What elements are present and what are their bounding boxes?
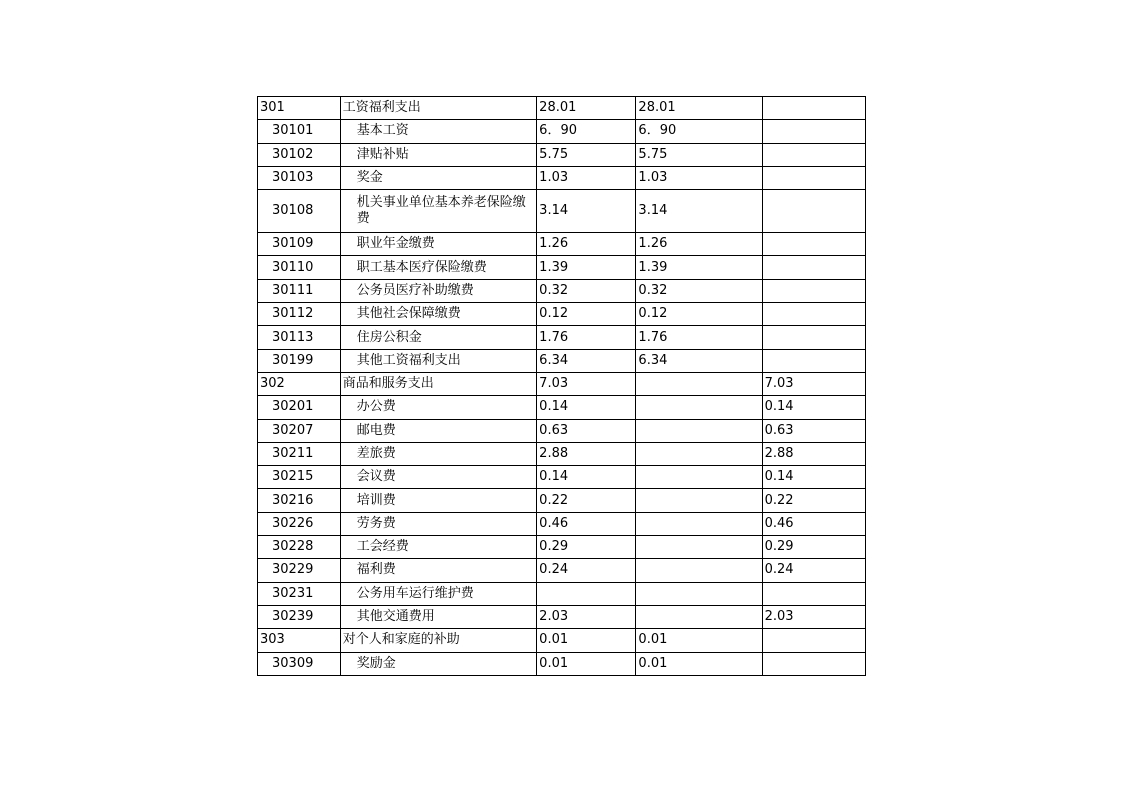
table-row xyxy=(258,326,866,349)
expenditure-table xyxy=(257,96,866,676)
project-expenditure-cell: 0.14 xyxy=(762,396,865,419)
name-cell: 住房公积金 xyxy=(340,326,536,349)
basic-expenditure-cell: 0.32 xyxy=(636,279,762,302)
code-cell: 302 xyxy=(258,372,341,395)
basic-expenditure-cell xyxy=(636,489,762,512)
name-cell: 奖金 xyxy=(340,166,536,189)
table-row xyxy=(258,120,866,143)
total-amount-cell: 1.26 xyxy=(537,233,636,256)
project-expenditure-cell xyxy=(762,97,865,120)
name-cell: 办公费 xyxy=(340,396,536,419)
table-row xyxy=(258,489,866,512)
total-amount-cell: 1.03 xyxy=(537,166,636,189)
name-cell: 机关事业单位基本养老保险缴费 xyxy=(340,190,536,233)
total-amount-cell: 0.14 xyxy=(537,466,636,489)
code-cell: 30113 xyxy=(258,326,341,349)
code-cell: 301 xyxy=(258,97,341,120)
project-expenditure-cell xyxy=(762,256,865,279)
project-expenditure-cell xyxy=(762,279,865,302)
name-cell: 工会经费 xyxy=(340,536,536,559)
name-cell: 公务用车运行维护费 xyxy=(340,582,536,605)
table-row xyxy=(258,536,866,559)
code-cell: 30211 xyxy=(258,442,341,465)
total-amount-cell: 0.32 xyxy=(537,279,636,302)
basic-expenditure-cell xyxy=(636,442,762,465)
name-cell: 津贴补贴 xyxy=(340,143,536,166)
table-row xyxy=(258,605,866,628)
code-cell: 30228 xyxy=(258,536,341,559)
name-cell: 其他工资福利支出 xyxy=(340,349,536,372)
name-cell: 其他交通费用 xyxy=(340,605,536,628)
code-cell: 30102 xyxy=(258,143,341,166)
total-amount-cell: 0.24 xyxy=(537,559,636,582)
project-expenditure-cell xyxy=(762,629,865,652)
table-row xyxy=(258,512,866,535)
basic-expenditure-cell: 6．90 xyxy=(636,120,762,143)
table-row xyxy=(258,166,866,189)
code-cell: 30309 xyxy=(258,652,341,675)
basic-expenditure-cell: 6.34 xyxy=(636,349,762,372)
project-expenditure-cell xyxy=(762,166,865,189)
total-amount-cell: 6．90 xyxy=(537,120,636,143)
table-row xyxy=(258,256,866,279)
total-amount-cell: 0.01 xyxy=(537,629,636,652)
total-amount-cell: 28.01 xyxy=(537,97,636,120)
expenditure-table-body xyxy=(258,97,866,676)
table-row xyxy=(258,143,866,166)
name-cell: 邮电费 xyxy=(340,419,536,442)
basic-expenditure-cell xyxy=(636,582,762,605)
code-cell: 30201 xyxy=(258,396,341,419)
project-expenditure-cell xyxy=(762,303,865,326)
code-cell: 30108 xyxy=(258,190,341,233)
total-amount-cell: 6.34 xyxy=(537,349,636,372)
table-row xyxy=(258,582,866,605)
basic-expenditure-cell: 28.01 xyxy=(636,97,762,120)
project-expenditure-cell: 0.24 xyxy=(762,559,865,582)
table-row xyxy=(258,233,866,256)
basic-expenditure-cell xyxy=(636,372,762,395)
project-expenditure-cell: 7.03 xyxy=(762,372,865,395)
total-amount-cell: 2.88 xyxy=(537,442,636,465)
table-row xyxy=(258,652,866,675)
project-expenditure-cell xyxy=(762,233,865,256)
total-amount-cell: 0.29 xyxy=(537,536,636,559)
code-cell: 30229 xyxy=(258,559,341,582)
table-row xyxy=(258,466,866,489)
code-cell: 30239 xyxy=(258,605,341,628)
code-cell: 30109 xyxy=(258,233,341,256)
code-cell: 30215 xyxy=(258,466,341,489)
project-expenditure-cell: 0.14 xyxy=(762,466,865,489)
code-cell: 30231 xyxy=(258,582,341,605)
basic-expenditure-cell: 1.39 xyxy=(636,256,762,279)
basic-expenditure-cell: 0.01 xyxy=(636,629,762,652)
name-cell: 奖励金 xyxy=(340,652,536,675)
project-expenditure-cell: 2.03 xyxy=(762,605,865,628)
code-cell: 30112 xyxy=(258,303,341,326)
total-amount-cell: 0.22 xyxy=(537,489,636,512)
table-row xyxy=(258,396,866,419)
project-expenditure-cell: 0.46 xyxy=(762,512,865,535)
project-expenditure-cell xyxy=(762,190,865,233)
code-cell: 30216 xyxy=(258,489,341,512)
total-amount-cell: 0.01 xyxy=(537,652,636,675)
basic-expenditure-cell: 3.14 xyxy=(636,190,762,233)
total-amount-cell: 2.03 xyxy=(537,605,636,628)
name-cell: 培训费 xyxy=(340,489,536,512)
project-expenditure-cell xyxy=(762,652,865,675)
basic-expenditure-cell xyxy=(636,512,762,535)
total-amount-cell: 0.46 xyxy=(537,512,636,535)
project-expenditure-cell xyxy=(762,326,865,349)
name-cell: 福利费 xyxy=(340,559,536,582)
total-amount-cell: 0.63 xyxy=(537,419,636,442)
name-cell: 劳务费 xyxy=(340,512,536,535)
basic-expenditure-cell xyxy=(636,466,762,489)
code-cell: 30103 xyxy=(258,166,341,189)
name-cell: 基本工资 xyxy=(340,120,536,143)
project-expenditure-cell: 2.88 xyxy=(762,442,865,465)
basic-expenditure-cell: 5.75 xyxy=(636,143,762,166)
total-amount-cell: 1.76 xyxy=(537,326,636,349)
code-cell: 30199 xyxy=(258,349,341,372)
total-amount-cell: 7.03 xyxy=(537,372,636,395)
total-amount-cell: 3.14 xyxy=(537,190,636,233)
table-row xyxy=(258,442,866,465)
name-cell: 其他社会保障缴费 xyxy=(340,303,536,326)
table-row xyxy=(258,372,866,395)
basic-expenditure-cell: 1.76 xyxy=(636,326,762,349)
basic-expenditure-cell xyxy=(636,605,762,628)
basic-expenditure-cell xyxy=(636,419,762,442)
total-amount-cell: 5.75 xyxy=(537,143,636,166)
name-cell: 差旅费 xyxy=(340,442,536,465)
table-row xyxy=(258,190,866,233)
table-row xyxy=(258,559,866,582)
basic-expenditure-cell xyxy=(636,536,762,559)
basic-expenditure-cell: 0.12 xyxy=(636,303,762,326)
total-amount-cell: 0.12 xyxy=(537,303,636,326)
name-cell: 会议费 xyxy=(340,466,536,489)
name-cell: 职工基本医疗保险缴费 xyxy=(340,256,536,279)
project-expenditure-cell xyxy=(762,143,865,166)
table-row xyxy=(258,629,866,652)
project-expenditure-cell xyxy=(762,582,865,605)
total-amount-cell xyxy=(537,582,636,605)
code-cell: 30101 xyxy=(258,120,341,143)
code-cell: 30207 xyxy=(258,419,341,442)
basic-expenditure-cell: 0.01 xyxy=(636,652,762,675)
basic-expenditure-cell: 1.26 xyxy=(636,233,762,256)
code-cell: 30110 xyxy=(258,256,341,279)
code-cell: 30111 xyxy=(258,279,341,302)
basic-expenditure-cell xyxy=(636,559,762,582)
basic-expenditure-cell: 1.03 xyxy=(636,166,762,189)
table-row xyxy=(258,419,866,442)
table-row xyxy=(258,97,866,120)
project-expenditure-cell: 0.63 xyxy=(762,419,865,442)
table-row xyxy=(258,279,866,302)
name-cell: 商品和服务支出 xyxy=(340,372,536,395)
project-expenditure-cell xyxy=(762,120,865,143)
name-cell: 职业年金缴费 xyxy=(340,233,536,256)
basic-expenditure-cell xyxy=(636,396,762,419)
total-amount-cell: 0.14 xyxy=(537,396,636,419)
name-cell: 工资福利支出 xyxy=(340,97,536,120)
project-expenditure-cell: 0.22 xyxy=(762,489,865,512)
code-cell: 30226 xyxy=(258,512,341,535)
table-row xyxy=(258,303,866,326)
total-amount-cell: 1.39 xyxy=(537,256,636,279)
project-expenditure-cell: 0.29 xyxy=(762,536,865,559)
table-row xyxy=(258,349,866,372)
project-expenditure-cell xyxy=(762,349,865,372)
name-cell: 对个人和家庭的补助 xyxy=(340,629,536,652)
code-cell: 303 xyxy=(258,629,341,652)
name-cell: 公务员医疗补助缴费 xyxy=(340,279,536,302)
